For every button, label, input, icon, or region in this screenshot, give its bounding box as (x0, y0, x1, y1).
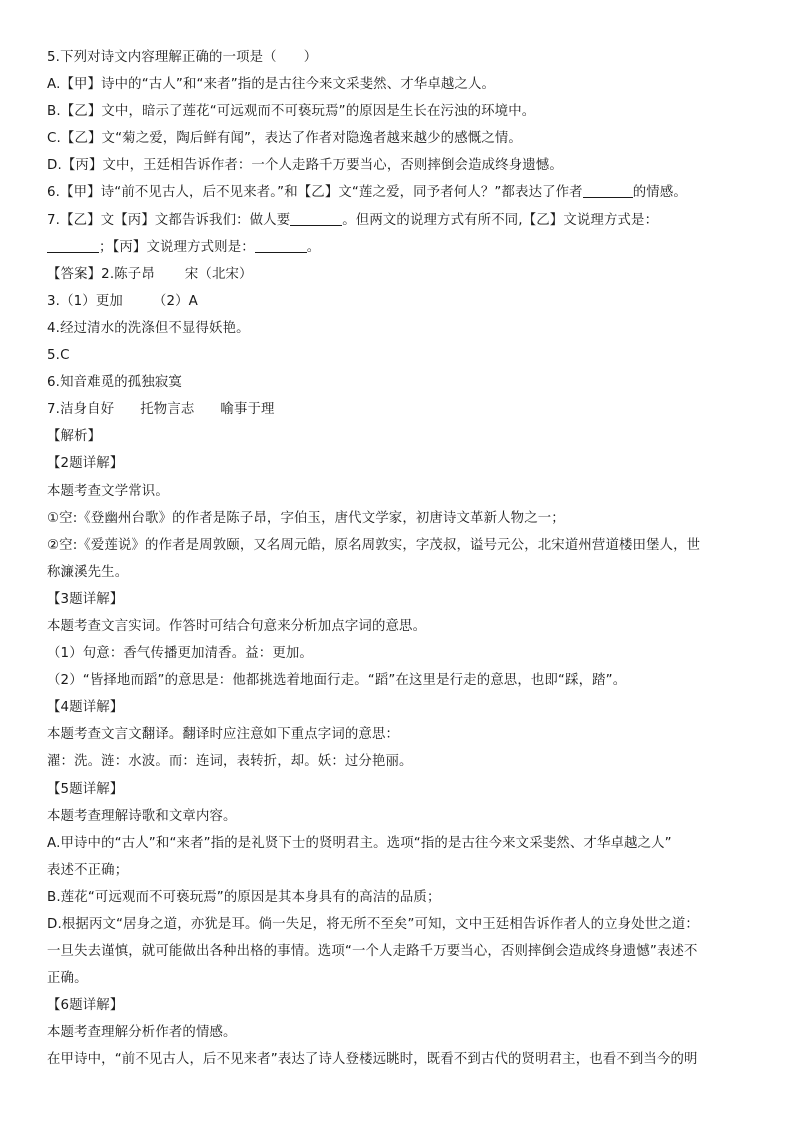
q7-part4: 。 (306, 239, 321, 255)
q4-paragraph: 本题考查文言文翻译。翻译时应注意如下重点字词的意思： (47, 727, 400, 743)
q5-paragraph: 一旦失去谨慎，就可能做出各种出格的事情。选项“一个人走路千万要当心，否则摔倒会造成终身遗憾”表述不 (47, 944, 698, 960)
q5-paragraph: 本题考查理解诗歌和文章内容。 (47, 808, 237, 824)
q7-stem-line1 (47, 207, 747, 234)
q7-part1: 7.【乙】文【丙】文都告诉我们：做人要 (47, 212, 291, 228)
q5-option-d: D.【丙】文中，王廷相告诉作者：一个人走路千万要当心，否则摔倒会造成终身遗憾。 (47, 158, 563, 174)
q6-paragraph: 本题考查理解分析作者的情感。 (47, 1025, 237, 1041)
answer-line-4: 4.经过清水的洗涤但不显得妖艳。 (47, 320, 250, 336)
q4-heading: 【4题详解】 (47, 700, 124, 716)
q5-option-b: B.【乙】文中，暗示了莲花“可远观而不可亵玩焉”的原因是生长在污浊的环境中。 (47, 104, 536, 120)
answer-line-2 (47, 261, 747, 288)
q7-stem-line2 (47, 234, 747, 261)
q5-paragraph: D.根据丙文“居身之道，亦犹是耳。倘一失足，将无所不至矣”可知，文中王廷相告诉作者人的立身处世之道： (47, 917, 699, 932)
answer-blank (583, 183, 633, 198)
q3-paragraph: 本题考查文言实词。作答时可结合句意来分析加点字词的意思。 (47, 618, 427, 634)
q5-paragraph: 正确。 (47, 971, 88, 987)
q2-paragraph: ①空:《登幽州台歌》的作者是陈子昂，字伯玉，唐代文学家，初唐诗文革新人物之一； (47, 510, 565, 526)
q3-paragraph: （2）“皆择地而蹈”的意思是：他都挑选着地面行走。“蹈”在这里是行走的意思，也即“踩，踏”。 (47, 673, 627, 689)
q6-stem (47, 179, 747, 206)
q2-paragraph: 称濂溪先生。 (47, 564, 129, 580)
q2-paragraph: 本题考查文学常识。 (47, 483, 169, 499)
q6-text-after: 的情感。 (632, 185, 687, 201)
q5-paragraph: B.莲花“可远观而不可亵玩焉”的原因是其本身具有的高洁的品质； (47, 889, 441, 905)
answer-2-2: 宋（北宋） (184, 266, 253, 282)
answer-blank (255, 238, 307, 253)
answer-7-2: 托物言志 (140, 402, 195, 418)
q5-stem: 5.下列对诗文内容理解正确的一项是（ ） (47, 50, 318, 65)
q7-part2: 。但两文的说理方式有所不同,【乙】文说理方式是： (342, 212, 659, 228)
q5-paragraph: A.甲诗中的“古人”和“来者”指的是礼贤下士的贤明君主。选项“指的是古往今来文采斐然、才华卓越之人” (47, 835, 672, 851)
q6-heading: 【6题详解】 (47, 998, 124, 1014)
q6-text-before: 6.【甲】诗“前不见古人，后不见来者。”和【乙】文“莲之爱，同予者何人？”都表达了作者 (47, 185, 583, 201)
q5-paragraph: 表述不正确； (47, 862, 129, 878)
answer-line-5: 5.C (47, 348, 70, 364)
document-page (47, 44, 747, 1074)
answer-blank (290, 211, 342, 226)
answer-3-2: （2）A (152, 293, 198, 309)
q4-paragraph: 濯：洗。涟：水波。而：连词，表转折，却。妖：过分艳丽。 (47, 754, 413, 770)
q3-paragraph: （1）句意：香气传播更加清香。益：更加。 (47, 646, 313, 662)
q2-paragraph: ②空:《爱莲说》的作者是周敦颐，又名周元皓，原名周敦实，字茂叔，谥号元公，北宋道州营道楼田堡人，世 (47, 537, 701, 553)
answer-line-6: 6.知音难觅的孤独寂寞 (47, 375, 182, 391)
answer-line-7 (47, 396, 747, 423)
answer-3-1: 3.（1）更加 (47, 293, 123, 309)
answer-7-1: 7.洁身自好 (47, 402, 115, 418)
q2-heading: 【2题详解】 (47, 456, 124, 472)
answer-7-3: 喻事于理 (220, 402, 275, 418)
answer-blank (47, 238, 99, 253)
q6-paragraph: 在甲诗中，“前不见古人，后不见来者”表达了诗人登楼远眺时，既看不到古代的贤明君主，也看不到当今的明 (47, 1052, 698, 1068)
answer-label: 【答案】 (47, 266, 102, 282)
q5-option-a: A.【甲】诗中的“古人”和“来者”指的是古往今来文采斐然、才华卓越之人。 (47, 77, 496, 93)
answer-line-3 (47, 288, 747, 315)
answer-2-1: 陈子昂 (114, 266, 155, 282)
q5-heading: 【5题详解】 (47, 781, 124, 797)
q3-heading: 【3题详解】 (47, 591, 124, 607)
analysis-label: 【解析】 (47, 429, 102, 445)
q5-option-c: C.【乙】文“菊之爱，陶后鲜有闻”，表达了作者对隐逸者越来越少的感慨之情。 (47, 131, 522, 147)
q7-part3: ；【丙】文说理方式则是： (99, 239, 255, 255)
answer-2-num: 2. (101, 266, 115, 282)
